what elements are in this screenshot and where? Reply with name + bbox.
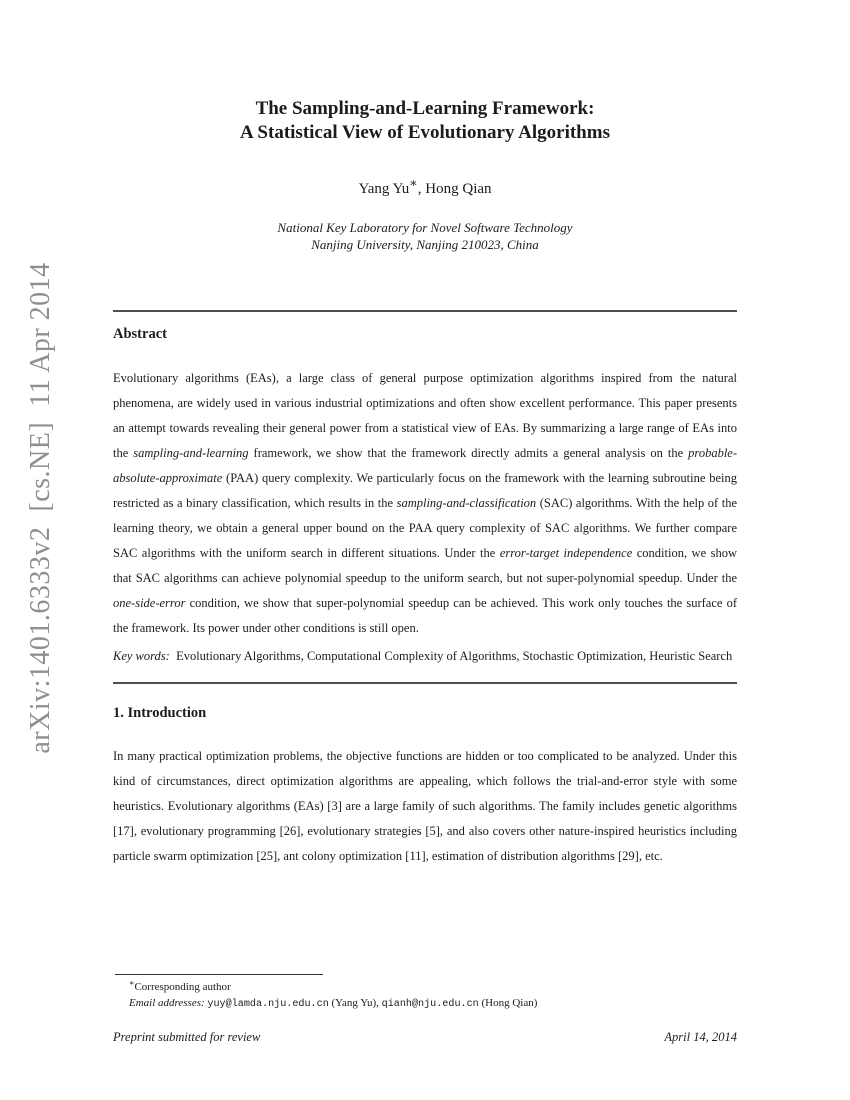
corresponding-author-note: ∗Corresponding author [129, 978, 231, 993]
footnote [129, 979, 737, 1013]
affiliation-line2: Nanjing University, Nanjing 210023, China [311, 237, 539, 252]
affiliation [113, 219, 737, 253]
footer-preprint-note: Preprint submitted for review [113, 1030, 261, 1044]
abstract-top-rule [113, 310, 737, 312]
paper-title-line1: The Sampling-and-Learning Framework: [255, 98, 595, 119]
main-column [113, 366, 737, 869]
footer-date: April 14, 2014 [664, 1030, 737, 1044]
section-divider-rule [113, 682, 737, 684]
introduction-paragraph: In many practical optimization problems, the objective functions are hidden or too complicated to be analyzed. Under this kind of circumstances, direct optimization algorithms are appealing, which follows the trial-and-error style with some heuristics. Evolutionary algorithms (EAs) [3] are a large family of such algorithms. The family includes genetic algorithms [17], evolutionary programming [26], evolutionary strategies [5], and also covers other nature-inspired heuristics including particle swarm optimization [25], ant colony optimization [11], estimation of distribution algorithms [29], etc. [113, 749, 737, 863]
page-footer [113, 1030, 737, 1045]
section-heading-introduction: 1. Introduction [113, 705, 207, 721]
authors: Yang Yu∗, Hong Qian [358, 176, 492, 197]
paper-title-line2: A Statistical View of Evolutionary Algorithms [240, 122, 610, 143]
affiliation-line1: National Key Laboratory for Novel Software Technology [277, 220, 573, 235]
keywords: Key words: Evolutionary Algorithms, Computational Complexity of Algorithms, Stochastic Optimization, Heuristic Search [113, 649, 733, 663]
arxiv-watermark: arXiv:1401.6333v2 [cs.NE] 11 Apr 2014 [25, 262, 56, 754]
abstract-text: Evolutionary algorithms (EAs), a large class of general purpose optimization algorithms inspired from the natural phenomena, are widely used in various industrial optimizations and often show excellent performance. This paper presents an attempt towards revealing their general power from a statistical view of EAs. By summarizing a large range of EAs into the sampling-and-learning framework, we show that the framework directly admits a general analysis on the probable-absolute-approximate (PAA) query complexity. We particularly focus on the framework with the learning subroutine being restricted as a binary classification, which results in the sampling-and-classification (SAC) algorithms. With the help of the learning theory, we obtain a general upper bound on the PAA query complexity of SAC algorithms. We further compare SAC algorithms with the uniform search in different situations. Under the error-target independence condition, we show that SAC algorithms can achieve polynomial speedup to the uniform search, but not super-polynomial speedup. Under the one-side-error condition, we show that super-polynomial speedup can be achieved. This work only touches the surface of the framework. Its power under other conditions is still open. [113, 371, 738, 635]
footnote-rule [115, 974, 323, 975]
paper-title [113, 97, 737, 145]
abstract-heading: Abstract [113, 326, 167, 342]
email-addresses: Email addresses: yuy@lamda.nju.edu.cn (Yang Yu), qianh@nju.edu.cn (Hong Qian) [129, 997, 538, 1010]
